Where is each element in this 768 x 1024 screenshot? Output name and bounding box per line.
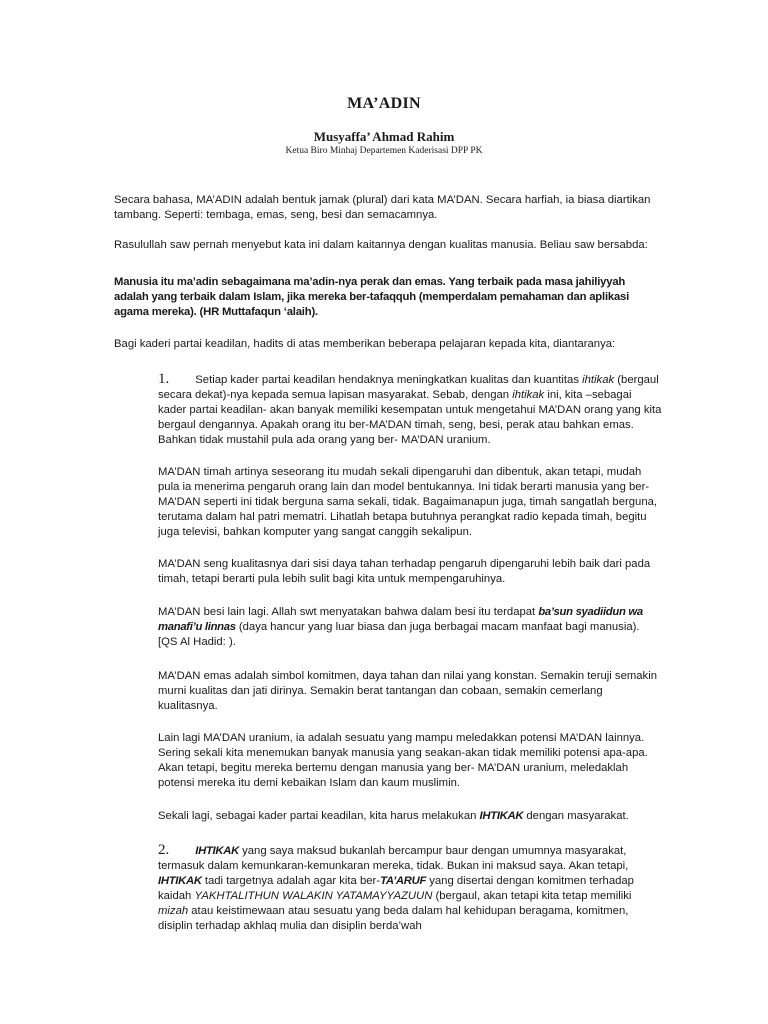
author-affiliation: Ketua Biro Minhaj Departemen Kaderisasi DPP PK (285, 146, 483, 156)
ihtikak-reminder-paragraph: Sekali lagi, sebagai kader partai keadilan, kita harus melakukan IHTIKAK dengan masyarakat. (158, 810, 629, 822)
intro-paragraph: Secara bahasa, MA’ADIN adalah bentuk jamak (plural) dari kata MA’DAN. Secara harfiah, ia biasa diartikan tambang. Seperti: tembaga, emas, seng, besi dan semacamnya. (114, 194, 651, 221)
list-number-2: 2. (158, 842, 170, 858)
madan-timah-paragraph: MA’DAN timah artinya seseorang itu mudah sekali dipengaruhi dan dibentuk, akan tetapi, mudah pula ia menerima pengaruh orang lain dan model bentukannya. Ini tidak berarti manusia yang ber-MA’DAN seperti ini tidak berguna sama sekali, tidak. Bagaimanapun juga, timah sangatlah berguna, terutama dalam hal patri mematri. Lihatlah betapa butuhnya perangkat radio kepada timah, begitu juga televisi, bahkan komputer yang sangat canggih sekalipun. (158, 466, 658, 538)
madan-besi-paragraph: MA’DAN besi lain lagi. Allah swt menyatakan bahwa dalam besi itu terdapat ba’sun syadiidun wa manafi’u linnas (daya hancur yang luar biasa dan juga berbagai macam manfaat bagi manusia). [QS Al Hadid: ). (158, 606, 643, 648)
madan-emas-paragraph: MA’DAN emas adalah simbol komitmen, daya tahan dan nilai yang konstan. Semakin teruji semakin murni kualitas dan jati dirinya. Semakin berat tantangan dan cobaan, semakin cemerlang kualitasnya. (158, 670, 657, 712)
author-name: Musyaffa’ Ahmad Rahim (313, 129, 455, 144)
document-title: MA’ADIN (347, 95, 421, 112)
list-item-2: 2. IHTIKAK yang saya maksud bukanlah bercampur baur dengan umumnya masyarakat, termasuk dalam kemunkaran-kemunkaran mereka, tidak. Bukan ini maksud saya. Akan tetapi, IHTIKAK tadi targetnya adalah agar kita ber-TA’ARUF yang disertai dengan komitmen terhadap kaidah YAKHTALITHUN WALAKIN YATAMAYYAZUUN (bergaul, akan tetapi kita tetap memiliki mizah atau keistimewaan atau sesuatu yang beda dalam hal kehidupan beragama, komitmen, disiplin terhadap akhlaq mulia dan disiplin berda’wah (158, 842, 634, 932)
madan-seng-paragraph: MA’DAN seng kualitasnya dari sisi daya tahan terhadap pengaruh dipengaruhi lebih baik dari pada timah, tetapi berarti pula lebih sulit bagi kita untuk mempengaruhinya. (158, 558, 651, 585)
rasulullah-paragraph: Rasulullah saw pernah menyebut kata ini dalam kaitannya dengan kualitas manusia. Beliau saw bersabda: (114, 239, 648, 251)
madan-uranium-paragraph: Lain lagi MA’DAN uranium, ia adalah sesuatu yang mampu meledakkan potensi MA’DAN lainnya. Sering sekali kita menemukan banyak manusia yang seakan-akan tidak memiliki potensi apa-apa. Akan tetapi, begitu mereka bertemu dengan manusia yang ber- MA’DAN uranium, meledaklah potensi mereka itu demi kebaikan Islam dan kaum muslimin. (158, 732, 648, 789)
lessons-intro-paragraph: Bagi kaderi partai keadilan, hadits di atas memberikan beberapa pelajaran kepada kita, diantaranya: (114, 338, 616, 350)
list-item-1: 1. Setiap kader partai keadilan hendaknya meningkatkan kualitas dan kuantitas ihtikak (bergaul secara dekat)-nya kepada semua lapisan masyarakat. Sebab, dengan ihtikak ini, kita –sebagai kader partai keadilan- akan banyak memiliki kesempatan untuk mengetahui MA’DAN orang yang kita bergaul dengannya. Apakah orang itu ber-MA’DAN timah, seng, besi, perak atau bahkan emas. Bahkan tidak mustahil pula ada orang yang ber- MA’DAN uranium. (158, 371, 662, 446)
list-number-1: 1. (158, 371, 170, 387)
hadith-quote: Manusia itu ma’adin sebagaimana ma’adin-nya perak dan emas. Yang terbaik pada masa jahiliyyah adalah yang terbaik dalam Islam, jika mereka ber-tafaqquh (memperdalam pemahaman dan aplikasi agama mereka). (HR Muttafaqun ‘alaih). (114, 276, 630, 318)
